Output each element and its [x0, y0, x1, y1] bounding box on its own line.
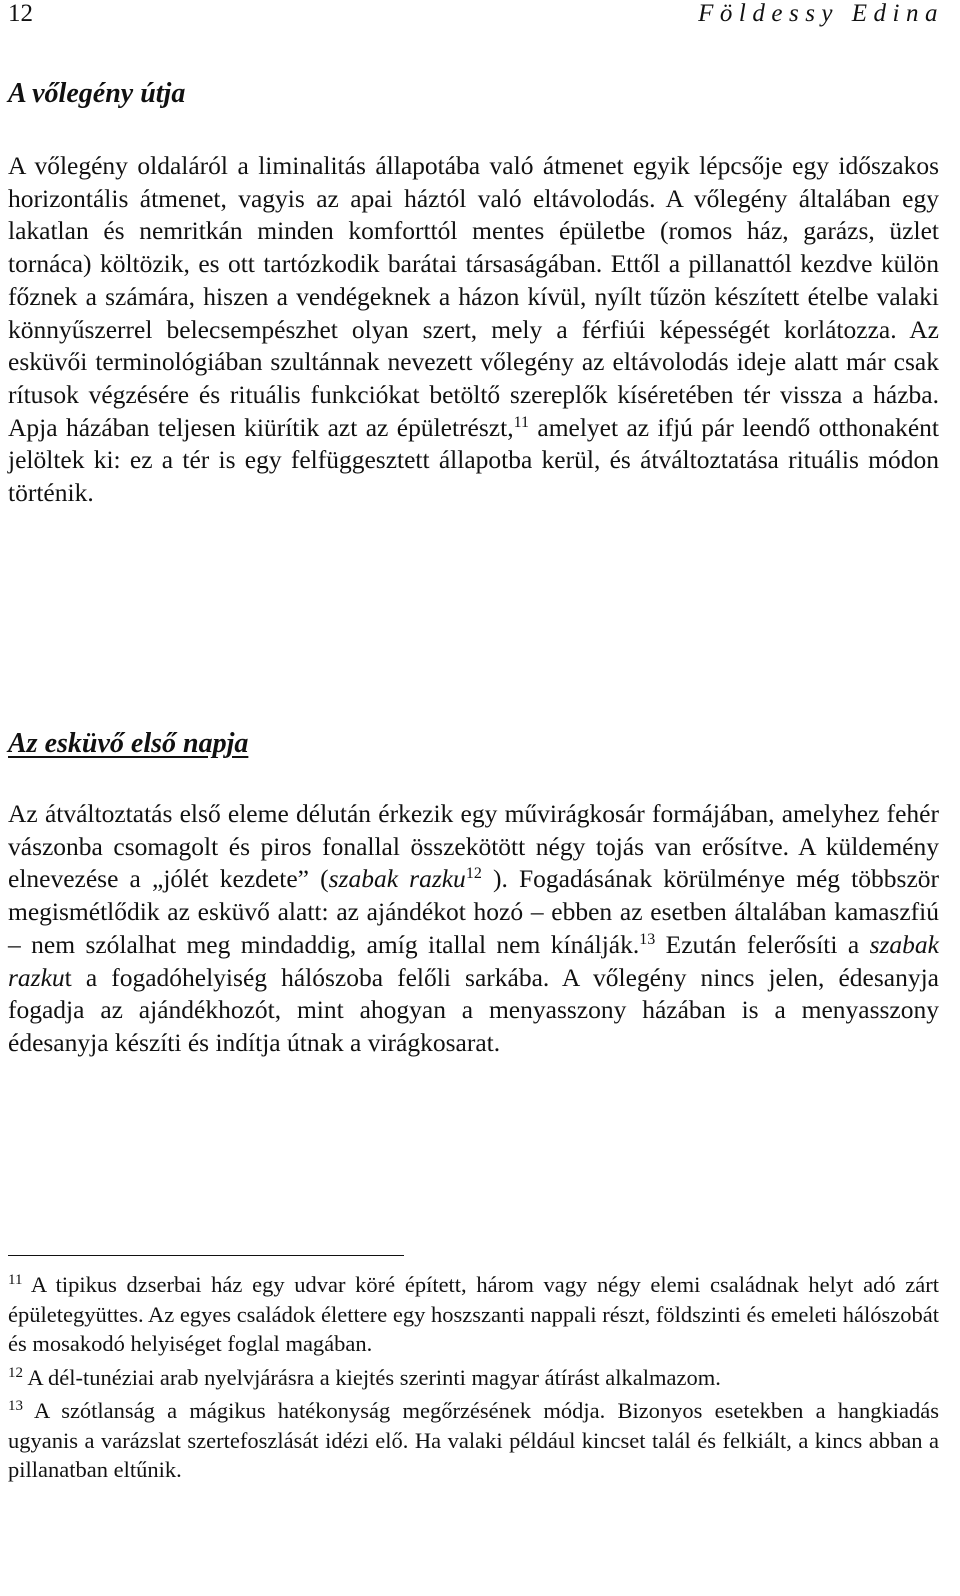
footnote-text: A dél-tunéziai arab nyelvjárásra a kiejtés szerinti magyar átírást alkalmazom. [23, 1364, 721, 1390]
footnote-number: 11 [8, 1272, 23, 1288]
paragraph-text: amelyet az ifjú pár leendő otthonaként jelöltek ki: ez a tér is egy felfüggesztett állapotba kerül, és átváltoztatása rituális módon történik. [8, 412, 939, 508]
footnote-separator [8, 1255, 404, 1256]
paragraph-text: A vőlegény oldaláról a liminalitás állapotába való átmenet egyik lépcsője egy időszakos horizontális átmenet, vagyis az apai háztól való eltávolodás. A vőlegény általában egy lakatlan és nemritkán minden komforttól mentes épületbe (romos ház, garázs, üzlet tornáca) költözik, es ott tartózkodik barátai társaságában. Ettől a pillanattól kezdve külön főznek a számára, hiszen a vendégeknek a házon kívül, nyílt tűzön készített ételbe valaki könnyűszerrel belecsempészhet olyan szert, mely a férfiúi képességét korlátozza. Az esküvői terminológiában szultánnak nevezett vőlegény az eltávolodás ideje alatt már csak rítusok végzésére és rituális funkciókat betöltő szereplők kíséretében tér vissza a házba. Apja házában teljesen kiürítik azt az épületrészt, [8, 151, 939, 442]
paragraph-text: Az átváltoztatás első eleme délután érkezik egy művirágkosár formájában, amelyhez fehér vászonba csomagolt és piros fonallal összekötött négy tojás van erősítve. A küldemény elnevezése a „jólét kezdete” ( [8, 799, 939, 894]
footnote-ref-12[interactable]: 12 [465, 865, 482, 883]
italic-term: szabak razku [328, 864, 466, 894]
paragraph-groom-journey [8, 150, 939, 510]
footnote-number: 12 [8, 1364, 23, 1381]
italic-term: szabak razku [8, 929, 939, 992]
footnotes [8, 1270, 939, 1489]
page-header [8, 0, 944, 30]
footnote-text: A tipikus dzserbai ház egy udvar köré épített, három vagy négy elemi családnak helyt adó zárt épületegyüttes. Az egyes családok élettere egy hoszszanti nappali részt, földszinti és emeleti hálószobát és mosakodó helyiséget foglal magában. [8, 1272, 939, 1356]
footnote-ref-11[interactable]: 11 [513, 413, 529, 431]
section-title-groom-journey: A vőlegény útja [8, 78, 186, 109]
section-title-first-day: Az esküvő első napja [8, 728, 249, 759]
footnote-11 [8, 1270, 939, 1359]
footnote-number: 13 [8, 1398, 23, 1414]
running-head-author: Földessy Edina [698, 0, 944, 27]
page-number: 12 [8, 0, 33, 27]
footnote-12 [8, 1363, 939, 1393]
footnote-text: A szótlanság a mágikus hatékonyság megőrzésének módja. Bizonyos esetekben a hangkiadás ugyanis a varázslat szertefoszlását idézi elő. Ha valaki például kincset talál és felkiált, a kincs abban a pillanatban eltűnik. [8, 1398, 939, 1482]
paragraph-first-day [8, 798, 939, 1060]
paragraph-text: t a fogadóhelyiség hálószoba felőli sarkába. A vőlegény nincs jelen, édesanyja fogadja az ajándékhozót, mint ahogyan a menyasszony házában is a menyasszony édesanyja készíti és indítja útnak a virágkosarat. [8, 962, 939, 1057]
paragraph-text: Ezután felerősíti a [655, 929, 870, 959]
footnote-13 [8, 1396, 939, 1485]
footnote-ref-13[interactable]: 13 [639, 930, 656, 948]
paragraph-text: ). Fogadásának körülménye még többször megismétlődik az esküvő alatt: az ajándékot hozó – ebben az esetben általában kamaszfiú – nem szólalhat meg mindaddig, amíg itallal nem kínálják. [8, 864, 939, 959]
